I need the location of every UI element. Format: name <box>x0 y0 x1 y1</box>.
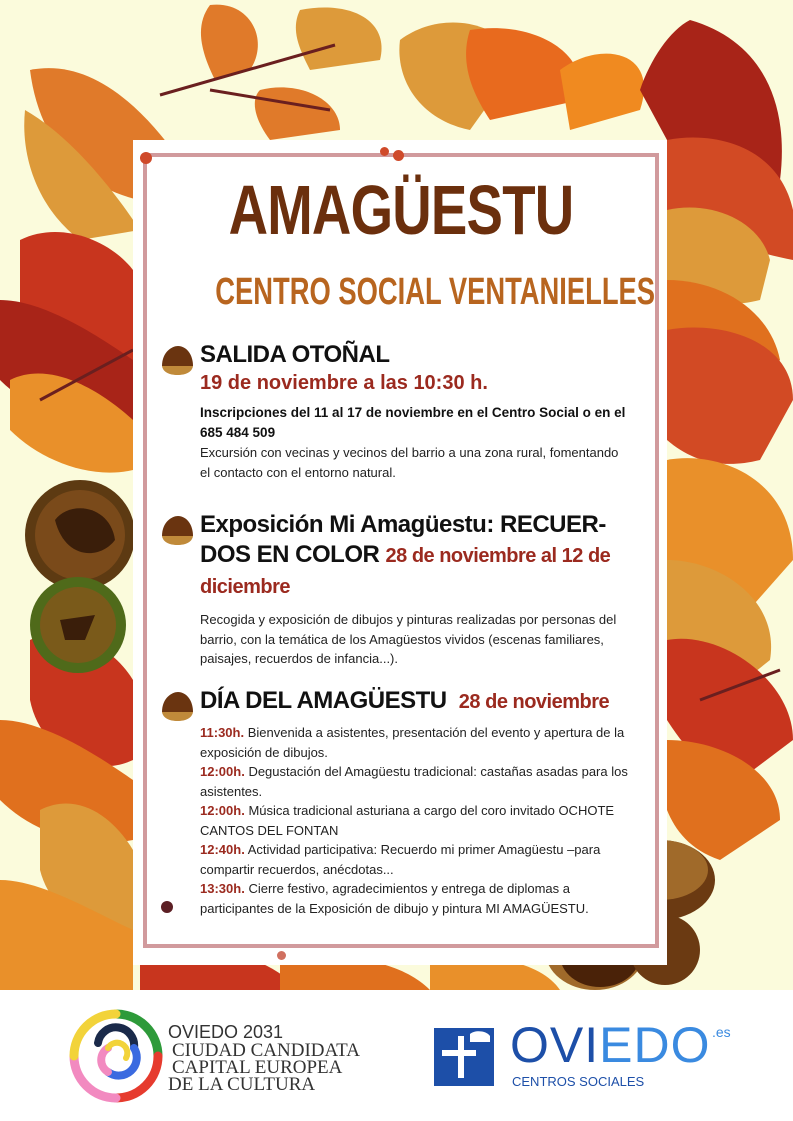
schedule-item <box>200 723 630 762</box>
european-capital-label: CAPITAL EUROPEA <box>172 1057 343 1078</box>
schedule-text: Cierre festivo, agradecimientos y entrega de diplomas a participantes de la Exposición de dibujo y pintura MI AMAGÜESTU. <box>200 881 589 916</box>
schedule-text: Actividad participativa: Recuerdo mi primer Amagüestu –para compartir recuerdos, anécdotas... <box>200 842 601 877</box>
schedule-item <box>200 879 630 918</box>
event-section-exposicion <box>160 510 630 669</box>
oviedo-brand-part: OVI <box>510 1017 600 1073</box>
schedule-text: Música tradicional asturiana a cargo del coro invitado OCHOTE CANTOS DEL FONTAN <box>200 803 615 838</box>
event-section-salida <box>160 340 630 482</box>
section-date: 28 de noviembre al 12 de diciembre <box>200 545 611 598</box>
section-description: Excursión con vecinas y vecinos del barrio a una zona rural, fomentando el contacto con el entorno natural. <box>200 445 619 480</box>
oviedo-2031-label: OVIEDO 2031 <box>168 1022 284 1042</box>
frame-dot <box>380 147 389 156</box>
schedule-time: 12:00h. <box>200 764 245 779</box>
section-date: 19 de noviembre a las 10:30 h. <box>200 372 488 394</box>
schedule-time: 11:30h. <box>200 725 245 740</box>
schedule-time: 13:30h. <box>200 881 245 896</box>
frame-dot <box>393 150 404 161</box>
centros-sociales-label: CENTROS SOCIALES <box>512 1074 645 1089</box>
section-title: DÍA DEL AMAGÜESTU <box>200 687 447 714</box>
schedule-text: Bienvenida a asistentes, presentación del evento y apertura de la exposición de dibujos. <box>200 725 625 760</box>
oviedo-brand <box>510 1017 711 1073</box>
chestnut-icon <box>160 690 195 722</box>
oviedo-2031-logo-icon <box>68 1008 164 1104</box>
frame-dot <box>277 951 286 960</box>
registration-info: Inscripciones del 11 al 17 de noviembre en el Centro Social o en el 685 484 509 <box>200 405 626 440</box>
schedule-text: Degustación del Amagüestu tradicional: castañas asadas para los asistentes. <box>200 764 628 799</box>
frame-dot <box>140 152 152 164</box>
asturias-cross-emblem-icon <box>434 1028 494 1086</box>
poster-title: AMAGÜESTU <box>228 171 574 249</box>
section-title: Exposición Mi Amagüestu: RECUER-DOS EN COLOR <box>200 511 606 568</box>
schedule-item <box>200 801 630 840</box>
footer <box>0 990 793 1121</box>
section-title: SALIDA OTOÑAL <box>200 341 390 368</box>
section-title-line <box>200 510 630 602</box>
section-date: 28 de noviembre <box>458 691 610 713</box>
schedule-item <box>200 762 630 801</box>
candidate-city-label: CIUDAD CANDIDATA <box>172 1040 360 1061</box>
section-title-line <box>200 686 630 717</box>
chestnut-icon <box>160 514 195 546</box>
culture-label: DE LA CULTURA <box>168 1074 316 1095</box>
oviedo-brand-part: EDO <box>599 1017 711 1073</box>
schedule-time: 12:40h. <box>200 842 245 857</box>
chestnut-icon <box>160 344 195 376</box>
oviedo-tld: .es <box>712 1024 731 1040</box>
schedule-item <box>200 840 630 879</box>
schedule-time: 12:00h. <box>200 803 245 818</box>
section-description: Recogida y exposición de dibujos y pinturas realizadas por personas del barrio, con la temática de los Amagüestos vividos (escenas familiares, paisajes, recuerdos de infancia...). <box>200 612 617 666</box>
poster-subtitle: CENTRO SOCIAL VENTANIELLES <box>215 271 656 313</box>
event-section-dia <box>160 686 630 918</box>
schedule-list <box>200 723 630 918</box>
